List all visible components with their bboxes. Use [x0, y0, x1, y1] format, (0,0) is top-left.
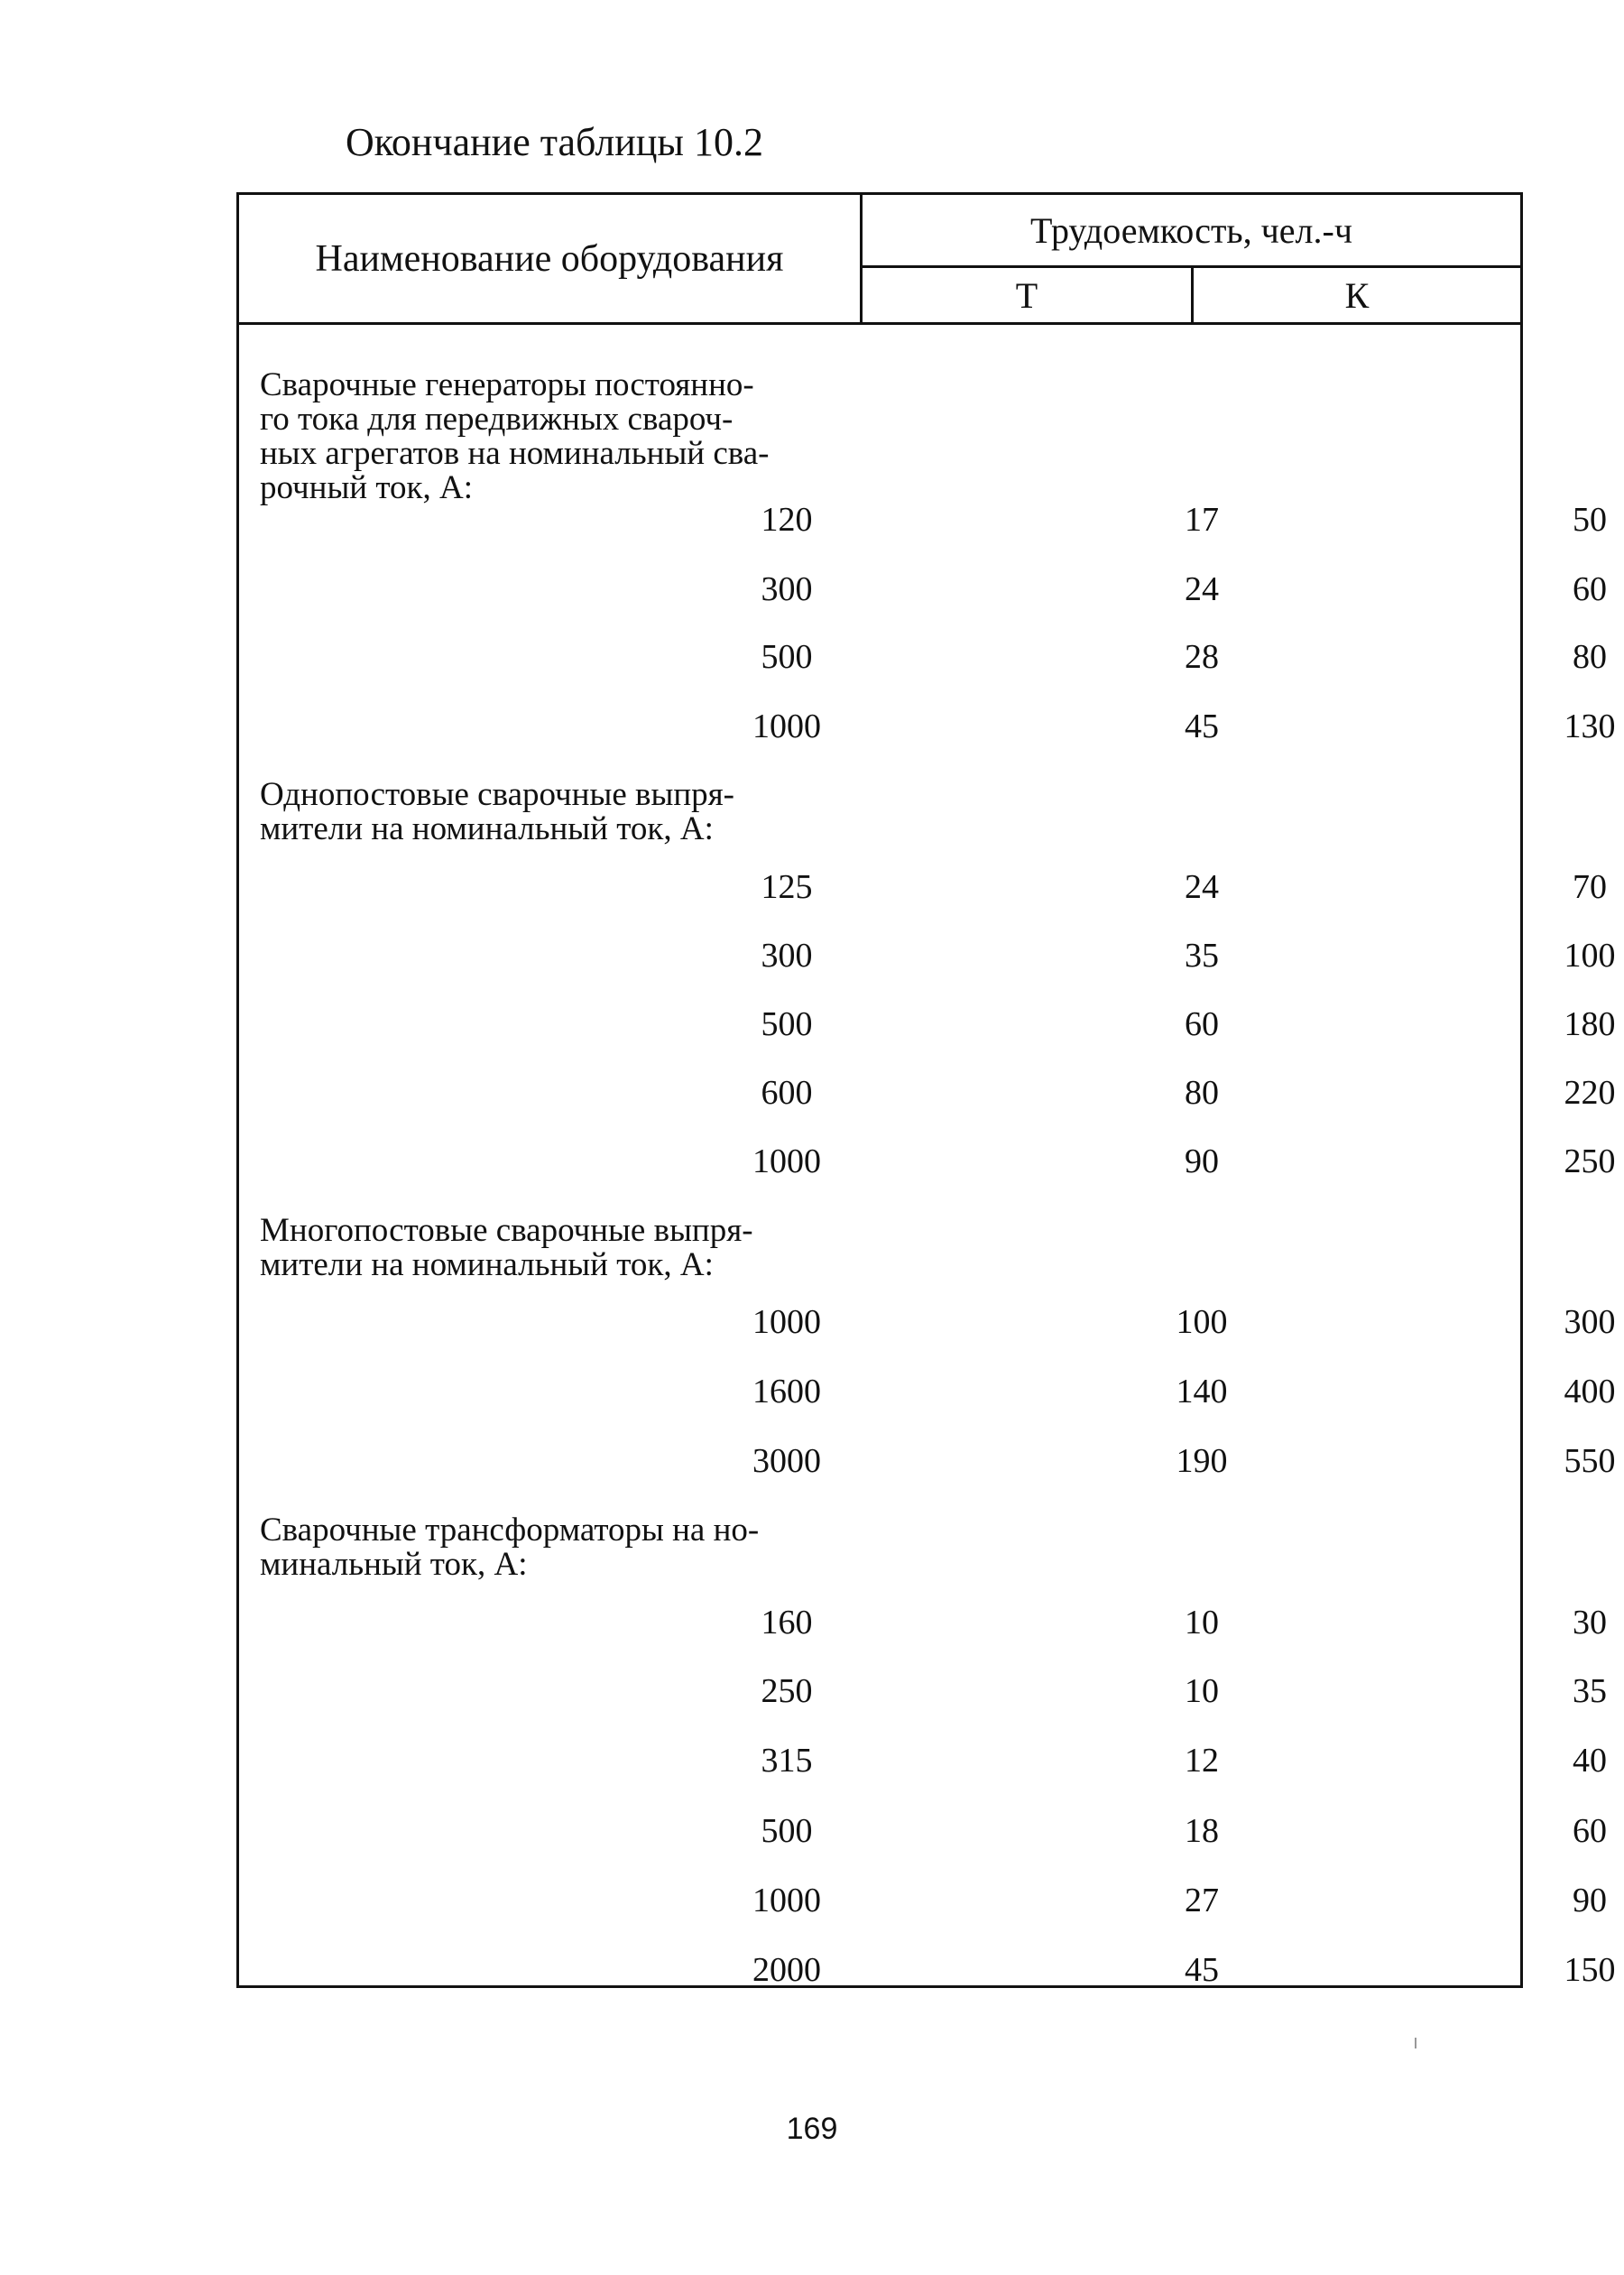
row-value-t: 100	[1176, 1303, 1228, 1341]
table-row	[236, 1875, 1607, 1926]
row-value-t: 90	[1185, 1142, 1219, 1180]
row-value-t: 60	[1185, 1005, 1219, 1043]
scan-artifact	[1415, 2038, 1416, 2048]
row-value-k: 40	[1573, 1742, 1607, 1780]
header-divider	[860, 195, 863, 322]
row-value-t: 45	[1185, 1951, 1219, 1989]
table-row	[236, 1068, 1616, 1118]
table-row	[236, 1366, 1616, 1417]
row-rated-current: 1000	[752, 707, 821, 745]
row-value-t: 18	[1185, 1812, 1219, 1850]
table-row	[236, 564, 1607, 615]
page-number: 169	[786, 2112, 838, 2146]
row-rated-current: 160	[761, 1604, 813, 1642]
row-value-t: 28	[1185, 638, 1219, 676]
row-value-k: 90	[1573, 1882, 1607, 1919]
row-value-k: 180	[1564, 1005, 1616, 1043]
row-value-k: 35	[1573, 1672, 1607, 1710]
table-row	[236, 1945, 1616, 1995]
table-row	[236, 1136, 1616, 1187]
table-row	[236, 1297, 1616, 1347]
table-row	[236, 1597, 1607, 1648]
row-rated-current: 315	[761, 1742, 813, 1780]
row-rated-current: 250	[761, 1672, 813, 1710]
table-row	[236, 495, 1607, 545]
row-value-k: 80	[1573, 638, 1607, 676]
row-value-t: 35	[1185, 937, 1219, 975]
row-rated-current: 120	[761, 501, 813, 539]
row-value-t: 17	[1185, 501, 1219, 539]
row-value-t: 10	[1185, 1672, 1219, 1710]
row-rated-current: 500	[761, 1812, 813, 1850]
row-value-k: 250	[1564, 1142, 1616, 1180]
table-row	[236, 862, 1607, 912]
row-value-k: 150	[1564, 1951, 1616, 1989]
table-row	[236, 999, 1616, 1050]
row-value-t: 12	[1185, 1742, 1219, 1780]
row-value-k: 550	[1564, 1442, 1616, 1480]
row-rated-current: 1600	[752, 1373, 821, 1410]
row-rated-current: 1000	[752, 1303, 821, 1341]
row-rated-current: 2000	[752, 1951, 821, 1989]
section-title: Многопостовые сварочные выпря- мители на номинальный ток, А:	[260, 1212, 753, 1283]
row-value-t: 140	[1176, 1373, 1228, 1410]
row-value-t: 80	[1185, 1074, 1219, 1112]
section-title: Сварочные трансформаторы на но- минальный ток, А:	[260, 1512, 760, 1583]
header-labor-intensity: Трудоемкость, чел.-ч	[1030, 209, 1352, 251]
row-rated-current: 125	[761, 868, 813, 906]
section-title: Сварочные генераторы постоянно- го тока для передвижных свароч- ных агрегатов на номинальный сва- рочный ток, А:	[260, 366, 770, 506]
table-row	[236, 930, 1616, 981]
row-value-k: 70	[1573, 868, 1607, 906]
row-value-k: 220	[1564, 1074, 1616, 1112]
row-rated-current: 500	[761, 638, 813, 676]
header-divider	[860, 265, 1520, 268]
row-rated-current: 300	[761, 570, 813, 608]
row-value-t: 27	[1185, 1882, 1219, 1919]
header-equipment-name: Наименование оборудования	[315, 237, 784, 280]
row-rated-current: 1000	[752, 1882, 821, 1919]
row-rated-current: 1000	[752, 1142, 821, 1180]
row-value-t: 24	[1185, 570, 1219, 608]
table-row	[236, 1666, 1607, 1716]
row-rated-current: 600	[761, 1074, 813, 1112]
row-value-k: 130	[1564, 707, 1616, 745]
header-bottom-rule	[239, 322, 1520, 325]
table-row	[236, 1735, 1607, 1786]
row-value-t: 10	[1185, 1604, 1219, 1642]
table-row	[236, 1436, 1616, 1486]
row-value-t: 190	[1176, 1442, 1228, 1480]
table-row	[236, 1806, 1607, 1856]
table-caption: Окончание таблицы 10.2	[346, 120, 763, 164]
table-row	[236, 632, 1607, 682]
row-value-k: 400	[1564, 1373, 1616, 1410]
row-value-k: 300	[1564, 1303, 1616, 1341]
header-column-k: К	[1344, 274, 1370, 316]
header-column-t: Т	[1015, 274, 1038, 316]
row-rated-current: 3000	[752, 1442, 821, 1480]
row-value-t: 45	[1185, 707, 1219, 745]
row-value-k: 50	[1573, 501, 1607, 539]
row-value-k: 60	[1573, 1812, 1607, 1850]
row-value-k: 100	[1564, 937, 1616, 975]
header-divider	[1191, 265, 1194, 322]
row-value-t: 24	[1185, 868, 1219, 906]
row-value-k: 30	[1573, 1604, 1607, 1642]
row-value-k: 60	[1573, 570, 1607, 608]
row-rated-current: 500	[761, 1005, 813, 1043]
section-title: Однопостовые сварочные выпря- мители на номинальный ток, А:	[260, 776, 734, 847]
table-row	[236, 701, 1616, 752]
row-rated-current: 300	[761, 937, 813, 975]
